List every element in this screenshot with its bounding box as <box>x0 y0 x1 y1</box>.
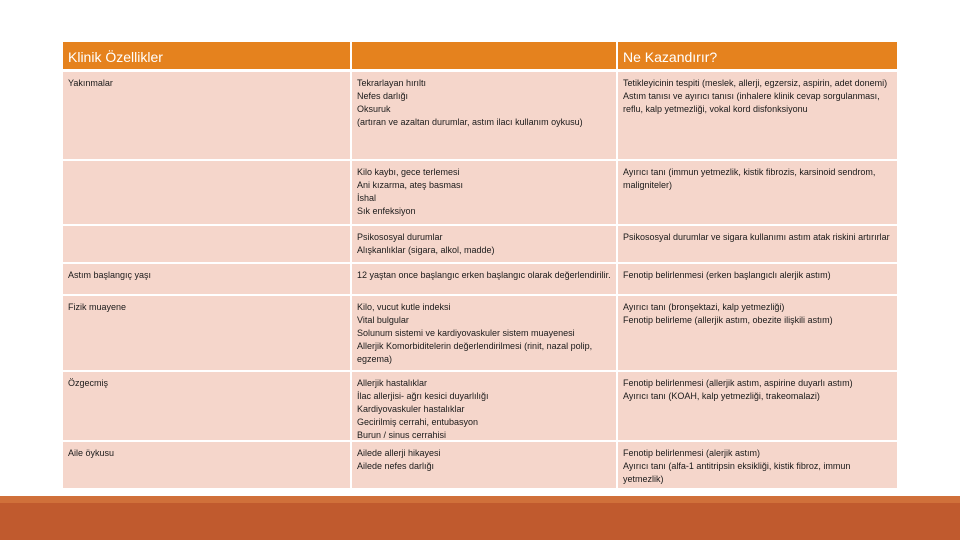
cell-line: Sık enfeksiyon <box>357 206 416 216</box>
row-findings <box>352 372 618 442</box>
cell-line: Tetikleyicinin tespiti (meslek, allerji, egzersiz, aspirin, adet donemi) <box>623 78 888 88</box>
cell-line: İshal <box>357 193 377 203</box>
row-benefits <box>618 296 897 372</box>
cell-line: Ayırıcı tanı (bronşektazi, kalp yetmezliği) <box>623 302 785 312</box>
row-findings <box>352 264 618 296</box>
cell-line: (artıran ve azaltan durumlar, astım ilacı kullanım oykusu) <box>357 117 583 127</box>
cell-line: Ani kızarma, ateş basması <box>357 180 464 190</box>
cell-line: Fenotip belirlenmesi (erken başlangıclı alerjik astım) <box>623 270 831 280</box>
row-label: Astım başlangıç yaşı <box>63 264 352 296</box>
row-findings <box>352 72 618 161</box>
table-row <box>63 296 897 372</box>
cell-line: Ailede allerji hikayesi <box>357 448 441 458</box>
table-row <box>63 226 897 264</box>
cell-line: Kilo kaybı, gece terlemesi <box>357 167 460 177</box>
cell-line: Ailede nefes darlığı <box>357 461 435 471</box>
footer-bar-edge <box>0 496 960 503</box>
row-benefits <box>618 372 897 442</box>
table-body <box>63 72 897 490</box>
cell-line: Fenotip belirlenmesi (alerjik astım) <box>623 448 761 458</box>
cell-line: Fenotip belirlenmesi (allerjik astım, aspirine duyarlı astım) <box>623 378 853 388</box>
row-benefits <box>618 72 897 161</box>
table-row <box>63 442 897 490</box>
row-findings <box>352 226 618 264</box>
row-findings <box>352 296 618 372</box>
table-row <box>63 161 897 226</box>
cell-line: Vital bulgular <box>357 315 409 325</box>
table-row <box>63 372 897 442</box>
cell-line: Alışkanlıklar (sigara, alkol, madde) <box>357 245 495 255</box>
row-label: Fizik muayene <box>63 296 352 372</box>
row-label: Aile öykusu <box>63 442 352 490</box>
row-benefits <box>618 264 897 296</box>
footer-bar <box>0 496 960 540</box>
cell-line: Ayırıcı tanı (alfa-1 antitripsin eksikliği, kistik fibroz, immun yetmezlik) <box>623 461 853 484</box>
row-label <box>63 161 352 226</box>
table-row <box>63 264 897 296</box>
row-benefits <box>618 442 897 490</box>
cell-line: Ayırıcı tanı (immun yetmezlik, kistik fibrozis, karsinoid sendrom, maligniteler) <box>623 167 878 190</box>
row-findings <box>352 161 618 226</box>
cell-line: Ayırıcı tanı (KOAH, kalp yetmezliği, trakeomalazi) <box>623 391 820 401</box>
clinical-features-table <box>63 42 897 490</box>
row-label <box>63 226 352 264</box>
header-what-it-provides: Ne Kazandırır? <box>618 42 897 72</box>
row-benefits <box>618 161 897 226</box>
row-benefits <box>618 226 897 264</box>
cell-line: Nefes darlığı <box>357 91 409 101</box>
cell-line: Fenotip belirleme (allerjik astım, obezite ilişkili astım) <box>623 315 833 325</box>
cell-line: Solunum sistemi ve kardiyovaskuler sistem muayenesi <box>357 328 575 338</box>
header-clinical-features: Klinik Özellikler <box>63 42 352 72</box>
cell-line: Allerjik Komorbiditelerin değerlendirilmesi (rinit, nazal polip, egzema) <box>357 341 595 364</box>
cell-line: 12 yaştan once başlangıc erken başlangıc olarak değerlendirilir. <box>357 270 611 280</box>
cell-line: Psikososyal durumlar <box>357 232 443 242</box>
table-row <box>63 72 897 161</box>
cell-line: Kilo, vucut kutle indeksi <box>357 302 451 312</box>
row-label: Yakınmalar <box>63 72 352 161</box>
cell-line: Tekrarlayan hırıltı <box>357 78 427 88</box>
row-label: Özgecmiş <box>63 372 352 442</box>
cell-line: Gecirilmiş cerrahi, entubasyon <box>357 417 479 427</box>
cell-line: Psikososyal durumlar ve sigara kullanımı astım atak riskini artırırlar <box>623 232 890 242</box>
table-header-row <box>63 42 897 72</box>
cell-line: Oksuruk <box>357 104 391 114</box>
cell-line: Burun / sinus cerrahisi <box>357 430 447 440</box>
row-findings <box>352 442 618 490</box>
cell-line: Allerjik hastalıklar <box>357 378 428 388</box>
cell-line: Astım tanısı ve ayırıcı tanısı (inhalere klinik cevap sorgulanması, reflu, kalp yetmezliği, vokal kord disfonksiyonu <box>623 91 883 114</box>
cell-line: İlac allerjisi- ağrı kesici duyarlılığı <box>357 391 489 401</box>
header-empty <box>352 42 618 72</box>
cell-line: Kardiyovaskuler hastalıklar <box>357 404 465 414</box>
